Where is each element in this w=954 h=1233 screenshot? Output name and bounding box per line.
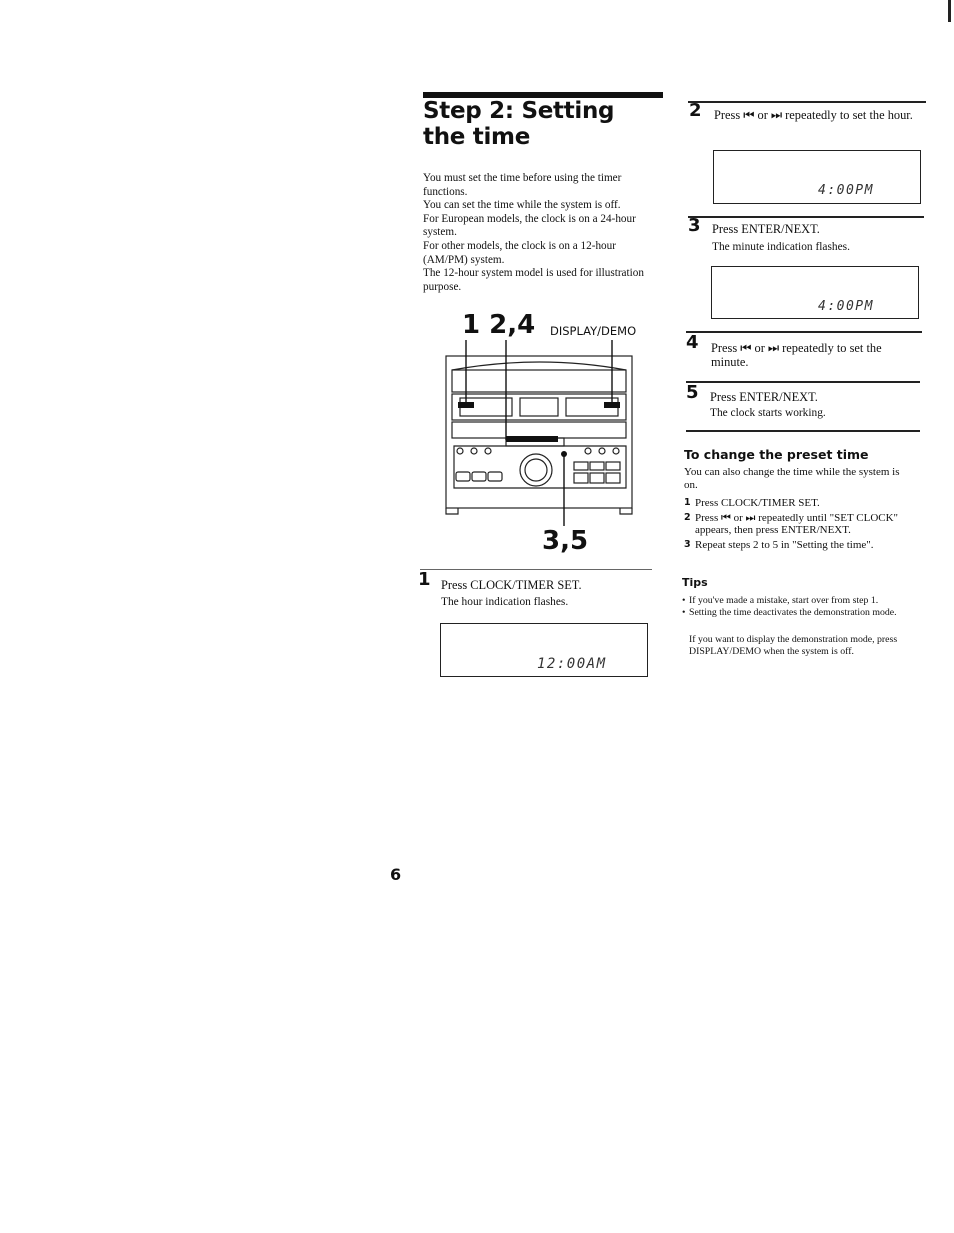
- intro-line: For European models, the clock is on a 24-hour system.: [423, 212, 636, 239]
- intro-text: [423, 172, 661, 294]
- item-text: Repeat steps 2 to 5 in "Setting the time".: [695, 538, 874, 551]
- item-number: 3: [684, 538, 691, 550]
- step-4-text: Press ⏮ or ⏭ repeatedly to set the minute.: [711, 341, 882, 369]
- figure-callout-steps-1-2-4: 1 2,4: [462, 310, 536, 340]
- intro-line: You can set the time while the system is off.: [423, 199, 621, 212]
- list-item: [684, 539, 910, 552]
- step-5-subtext: The clock starts working.: [710, 407, 826, 419]
- item-number: 2: [684, 511, 691, 523]
- change-preset-list: [684, 497, 910, 551]
- step-2-text: Press ⏮ or ⏭ repeatedly to set the hour.: [714, 108, 913, 122]
- figure-callout-steps-3-5: 3,5: [542, 526, 589, 556]
- step-divider: [688, 101, 926, 103]
- step-5-text: Press ENTER/NEXT.: [710, 390, 818, 404]
- change-preset-intro: You can also change the time while the system is on.: [684, 466, 900, 491]
- intro-line: For other models, the clock is on a 12-hour (AM/PM) system.: [423, 239, 616, 266]
- step-divider: [686, 381, 920, 383]
- step-1-text: Press CLOCK/TIMER SET.: [441, 578, 582, 592]
- item-number: 1: [684, 497, 691, 508]
- step-1-display: [440, 623, 648, 677]
- list-item: [684, 512, 910, 537]
- step-1-subtext: The hour indication flashes.: [441, 596, 569, 608]
- item-text: Press CLOCK/TIMER SET.: [695, 497, 820, 509]
- intro-line: The 12-hour system model is used for illustration purpose.: [423, 267, 644, 293]
- page-title: Step 2: Setting the time: [423, 98, 615, 150]
- tip-item: • Setting the time deactivates the demonstration mode.: [682, 607, 910, 619]
- step-3-text: Press ENTER/NEXT.: [712, 222, 820, 236]
- list-item: [684, 497, 910, 510]
- step-2-display: [713, 150, 921, 204]
- step-3-subtext: The minute indication flashes.: [712, 241, 850, 253]
- step-divider: [688, 216, 924, 218]
- tip-item: • If you've made a mistake, start over from step 1.: [682, 595, 910, 607]
- step-5-number: 5: [686, 382, 699, 403]
- step-2-number: 2: [689, 100, 702, 121]
- display-readout: 12:00AM: [537, 656, 607, 672]
- tips-note: If you want to display the demonstration mode, press DISPLAY/DEMO when the system is off.: [689, 634, 898, 657]
- step-divider: [420, 569, 652, 570]
- step-1-number: 1: [418, 569, 431, 590]
- section-divider: [686, 430, 920, 432]
- display-readout: 4:00PM: [818, 183, 874, 198]
- figure-callout-display-demo: DISPLAY/DEMO: [550, 324, 637, 338]
- tips-heading: Tips: [682, 576, 708, 589]
- intro-line: You must set the time before using the timer functions.: [423, 172, 622, 198]
- change-preset-heading: To change the preset time: [684, 447, 869, 462]
- step-divider: [686, 331, 922, 333]
- display-readout: 4:00PM: [818, 299, 874, 314]
- tips-list: [682, 595, 910, 619]
- page-number: 6: [390, 865, 402, 884]
- step-4-number: 4: [686, 332, 699, 353]
- stereo-illustration: [440, 336, 640, 546]
- step-3-number: 3: [688, 215, 701, 236]
- item-text: Press ⏮ or ⏭ repeatedly until "SET CLOCK" appears, then press ENTER/NEXT.: [695, 511, 899, 537]
- step-3-display: [711, 266, 919, 319]
- page-edge-mark: [948, 0, 951, 22]
